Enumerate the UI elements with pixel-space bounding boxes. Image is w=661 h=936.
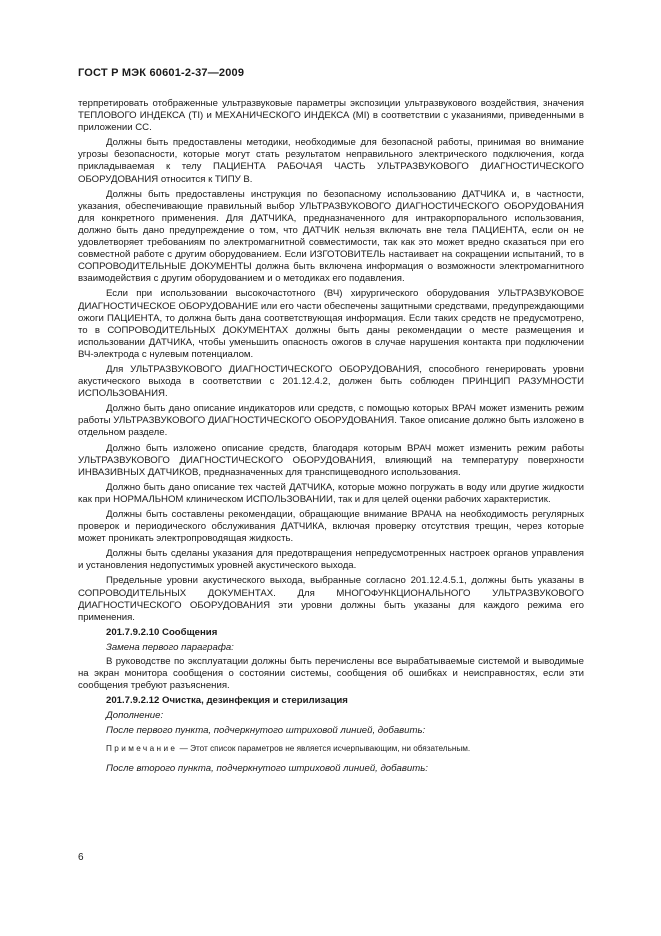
amendment-note: Замена первого параграфа: bbox=[106, 641, 234, 653]
document-header: ГОСТ Р МЭК 60601-2-37—2009 bbox=[78, 67, 245, 79]
paragraph-9: Должны быть составлены рекомендации, обращающие внимание ВРАЧА на необходимость регулярных проверок и периодического обслуживания ДАТЧИКА, включая проверку отсутствия трещин, через которые может проникать электропроводящая жидкость. bbox=[78, 509, 584, 545]
addition-label: Дополнение: bbox=[106, 710, 164, 722]
paragraph-10: Должны быть сделаны указания для предотвращения непредусмотренных настроек органов управления и установления недопустимых уровней акустического выхода. bbox=[78, 548, 584, 572]
paragraph-7: Должно быть изложено описание средств, благодаря которым ВРАЧ может изменить режим работы УЛЬТРАЗВУКОВОГО ДИАГНОСТИЧЕСКОГО ОБОРУДОВАНИЯ, влияющий на температуру поверхности ИНВАЗИВНЫХ ДАТЧИКОВ, предназначенных для транспищеводного использования. bbox=[78, 442, 584, 478]
paragraph-3: Должны быть предоставлены инструкция по безопасному использованию ДАТЧИКА и, в частности, указания, обеспечивающие правильный выбор УЛЬТРАЗВУКОВОГО ДИАГНОСТИЧЕСКОГО ОБОРУДОВАНИЯ для конкретного применения. Для ДАТЧИКА, предназначенного для интракорпорального использования, должно быть дано предупреждение о том, что ДАТЧИК нельзя включать вне тела ПАЦИЕНТА, если он не удовлетворяет требованиям по электромагнитной совместимости, так как это может вредно сказаться при его совместной работе с другим оборудованием. Если ИЗГОТОВИТЕЛЬ настаивает на сокращении испытаний, то в СОПРОВОДИТЕЛЬНЫЕ ДОКУМЕНТЫ должна быть включена информация о возможности электромагнитного взаимодействия с другим оборудованием и о методиках его подавления. bbox=[78, 188, 584, 285]
paragraph-6: Должно быть дано описание индикаторов или средств, с помощью которых ВРАЧ может изменить режим работы УЛЬТРАЗВУКОВОГО ДИАГНОСТИЧЕСКОГО ОБОРУДОВАНИЯ. Такое описание должно быть изложено в отдельном разделе. bbox=[78, 403, 584, 439]
addition-instruction-2: После второго пункта, подчеркнутого штриховой линией, добавить: bbox=[106, 762, 428, 774]
paragraph-5: Для УЛЬТРАЗВУКОВОГО ДИАГНОСТИЧЕСКОГО ОБОРУДОВАНИЯ, способного генерировать уровни акустического выхода в соответствии с 201.12.4.2, должен быть соблюден ПРИНЦИП РАЗУМНОСТИ ИСПОЛЬЗОВАНИЯ. bbox=[78, 363, 584, 400]
note-label: Примечание bbox=[106, 743, 178, 753]
paragraph-11: Предельные уровни акустического выхода, выбранные согласно 201.12.4.5.1, должны быть указаны в СОПРОВОДИТЕЛЬНЫХ ДОКУМЕНТАХ. Для МНОГОФУНКЦИОНАЛЬНОГО УЛЬТРАЗВУКОВОГО ДИАГНОСТИЧЕСКОГО ОБОРУДОВАНИЯ эти уровни должны быть указаны для каждого режима его применения. bbox=[78, 575, 584, 623]
paragraph-4: Если при использовании высокочастотного (ВЧ) хирургического оборудования УЛЬТРАЗВУКОВОЕ ДИАГНОСТИЧЕСКОЕ ОБОРУДОВАНИЕ или его части обеспечены защитными средствами, предупреждающими ожоги ПАЦИЕНТА, то должна быть дана соответствующая информация. Если таких средств не предусмотрено, то в СОПРОВОДИТЕЛЬНЫХ ДОКУМЕНТАХ должны быть даны рекомендации о месте размещения и использовании ДАТЧИКА, чтобы уменьшить опасность ожогов в случае нарушения контакта при подключении ВЧ-электрода с нулевым потенциалом. bbox=[78, 288, 584, 360]
section-heading-cleaning: 201.7.9.2.12 Очистка, дезинфекция и стерилизация bbox=[106, 695, 348, 707]
page-number: 6 bbox=[78, 852, 84, 863]
messages-paragraph: В руководстве по эксплуатации должны быть перечислены все вырабатываемые системой и выводимые на экран монитора сообщения о состоянии системы, сообщения об ошибках и неисправностях, если эти сообщения требуют разъяснения. bbox=[78, 656, 584, 692]
addition-instruction-1: После первого пункта, подчеркнутого штриховой линией, добавить: bbox=[106, 724, 426, 736]
document-body bbox=[78, 98, 584, 777]
paragraph-2: Должны быть предоставлены методики, необходимые для безопасной работы, принимая во внимание угрозы безопасности, которые могут стать результатом неправильного электрического подключения, когда прикладываемая к телу ПАЦИЕНТА РАБОЧАЯ ЧАСТЬ УЛЬТРАЗВУКОВОГО ДИАГНОСТИЧЕСКОГО ОБОРУДОВАНИЯ относится к ТИПУ В. bbox=[78, 137, 584, 185]
note-text: — Этот список параметров не является исчерпывающим, ни обязательным. bbox=[177, 743, 471, 753]
note bbox=[78, 743, 584, 755]
paragraph-1: терпретировать отображенные ультразвуковые параметры экспозиции ультразвукового воздействия, значения ТЕПЛОВОГО ИНДЕКСА (TI) и МЕХАНИЧЕСКОГО ИНДЕКСА (MI) в соответствии с указаниями, приведенными в приложении СС. bbox=[78, 98, 584, 134]
paragraph-8: Должно быть дано описание тех частей ДАТЧИКА, которые можно погружать в воду или другие жидкости как при НОРМАЛЬНОМ клиническом ИСПОЛЬЗОВАНИИ, так и для целей оценки рабочих характеристик. bbox=[78, 481, 584, 505]
section-heading-messages: 201.7.9.2.10 Сообщения bbox=[106, 626, 218, 638]
